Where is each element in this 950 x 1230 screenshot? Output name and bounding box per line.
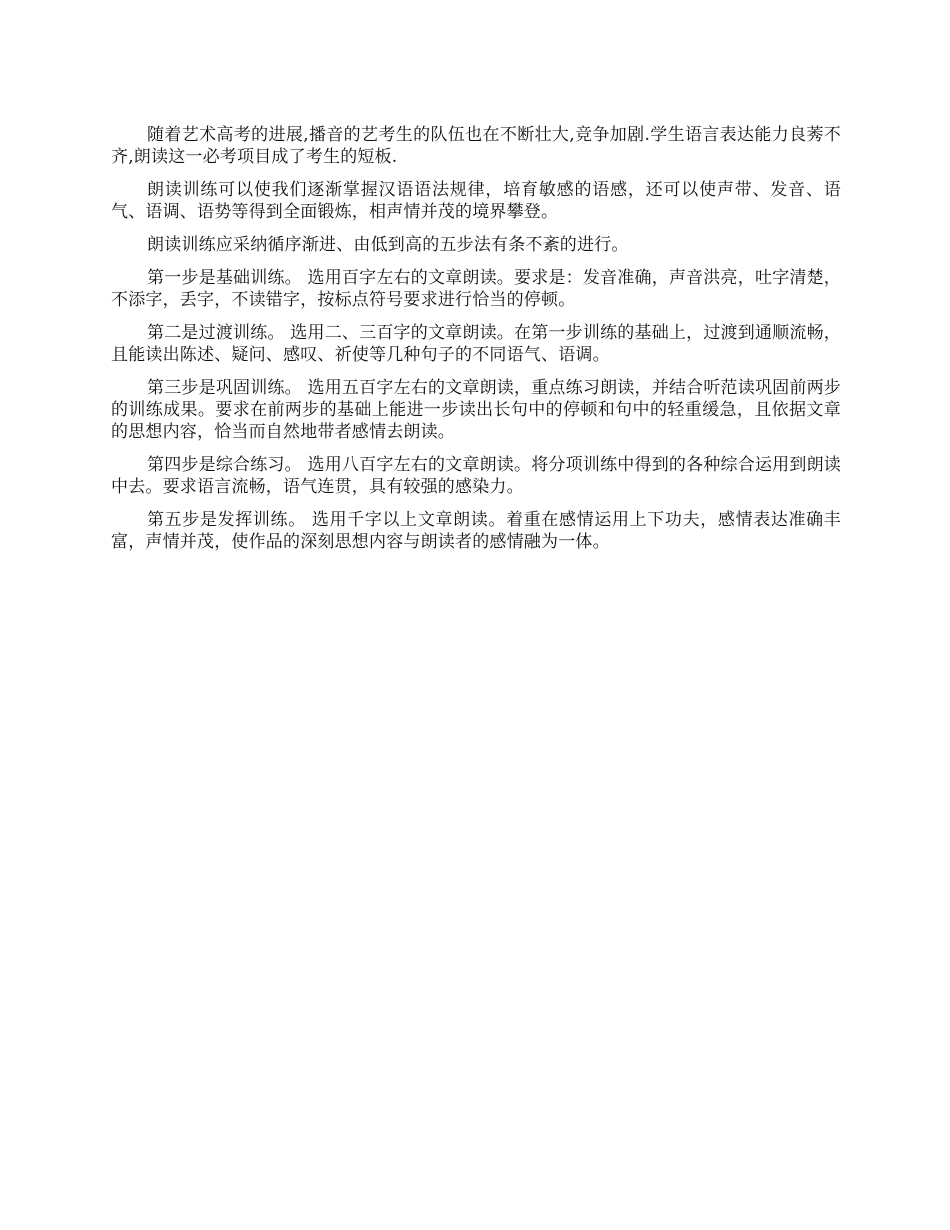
paragraph-step-4: 第四步是综合练习。 选用八百字左右的文章朗读。将分项训练中得到的各种综合运用到朗读中去。要求语言流畅，语气连贯，具有较强的感染力。 <box>111 455 841 497</box>
document-page <box>111 124 841 564</box>
paragraph-step-2: 第二是过渡训练。 选用二、三百字的文章朗读。在第一步训练的基础上，过渡到通顺流畅，且能读出陈述、疑问、感叹、祈使等几种句子的不同语气、语调。 <box>111 323 841 365</box>
paragraph-step-3: 第三步是巩固训练。 选用五百字左右的文章朗读，重点练习朗读，并结合听范读巩固前两步的训练成果。要求在前两步的基础上能进一步读出长句中的停顿和句中的轻重缓急，且依据文章的思想内容，恰当而自然地带者感情去朗读。 <box>111 378 841 442</box>
paragraph-intro: 随着艺术高考的进展,播音的艺考生的队伍也在不断壮大,竞争加剧.学生语言表达能力良莠不齐,朗读这一必考项目成了考生的短板. <box>111 125 841 167</box>
paragraph-step-5: 第五步是发挥训练。 选用千字以上文章朗读。着重在感情运用上下功夫，感情表达准确丰富，声情并茂，使作品的深刻思想内容与朗读者的感情融为一体。 <box>111 510 841 552</box>
paragraph-method: 朗读训练应采纳循序渐进、由低到高的五步法有条不紊的进行。 <box>147 235 629 255</box>
paragraph-benefits: 朗读训练可以使我们逐渐掌握汉语语法规律，培育敏感的语感，还可以使声带、发音、语气、语调、语势等得到全面锻炼，相声情并茂的境界攀登。 <box>111 180 841 222</box>
paragraph-step-1: 第一步是基础训练。 选用百字左右的文章朗读。要求是：发音准确，声音洪亮，吐字清楚，不添字，丢字，不读错字，按标点符号要求进行恰当的停顿。 <box>111 268 841 310</box>
